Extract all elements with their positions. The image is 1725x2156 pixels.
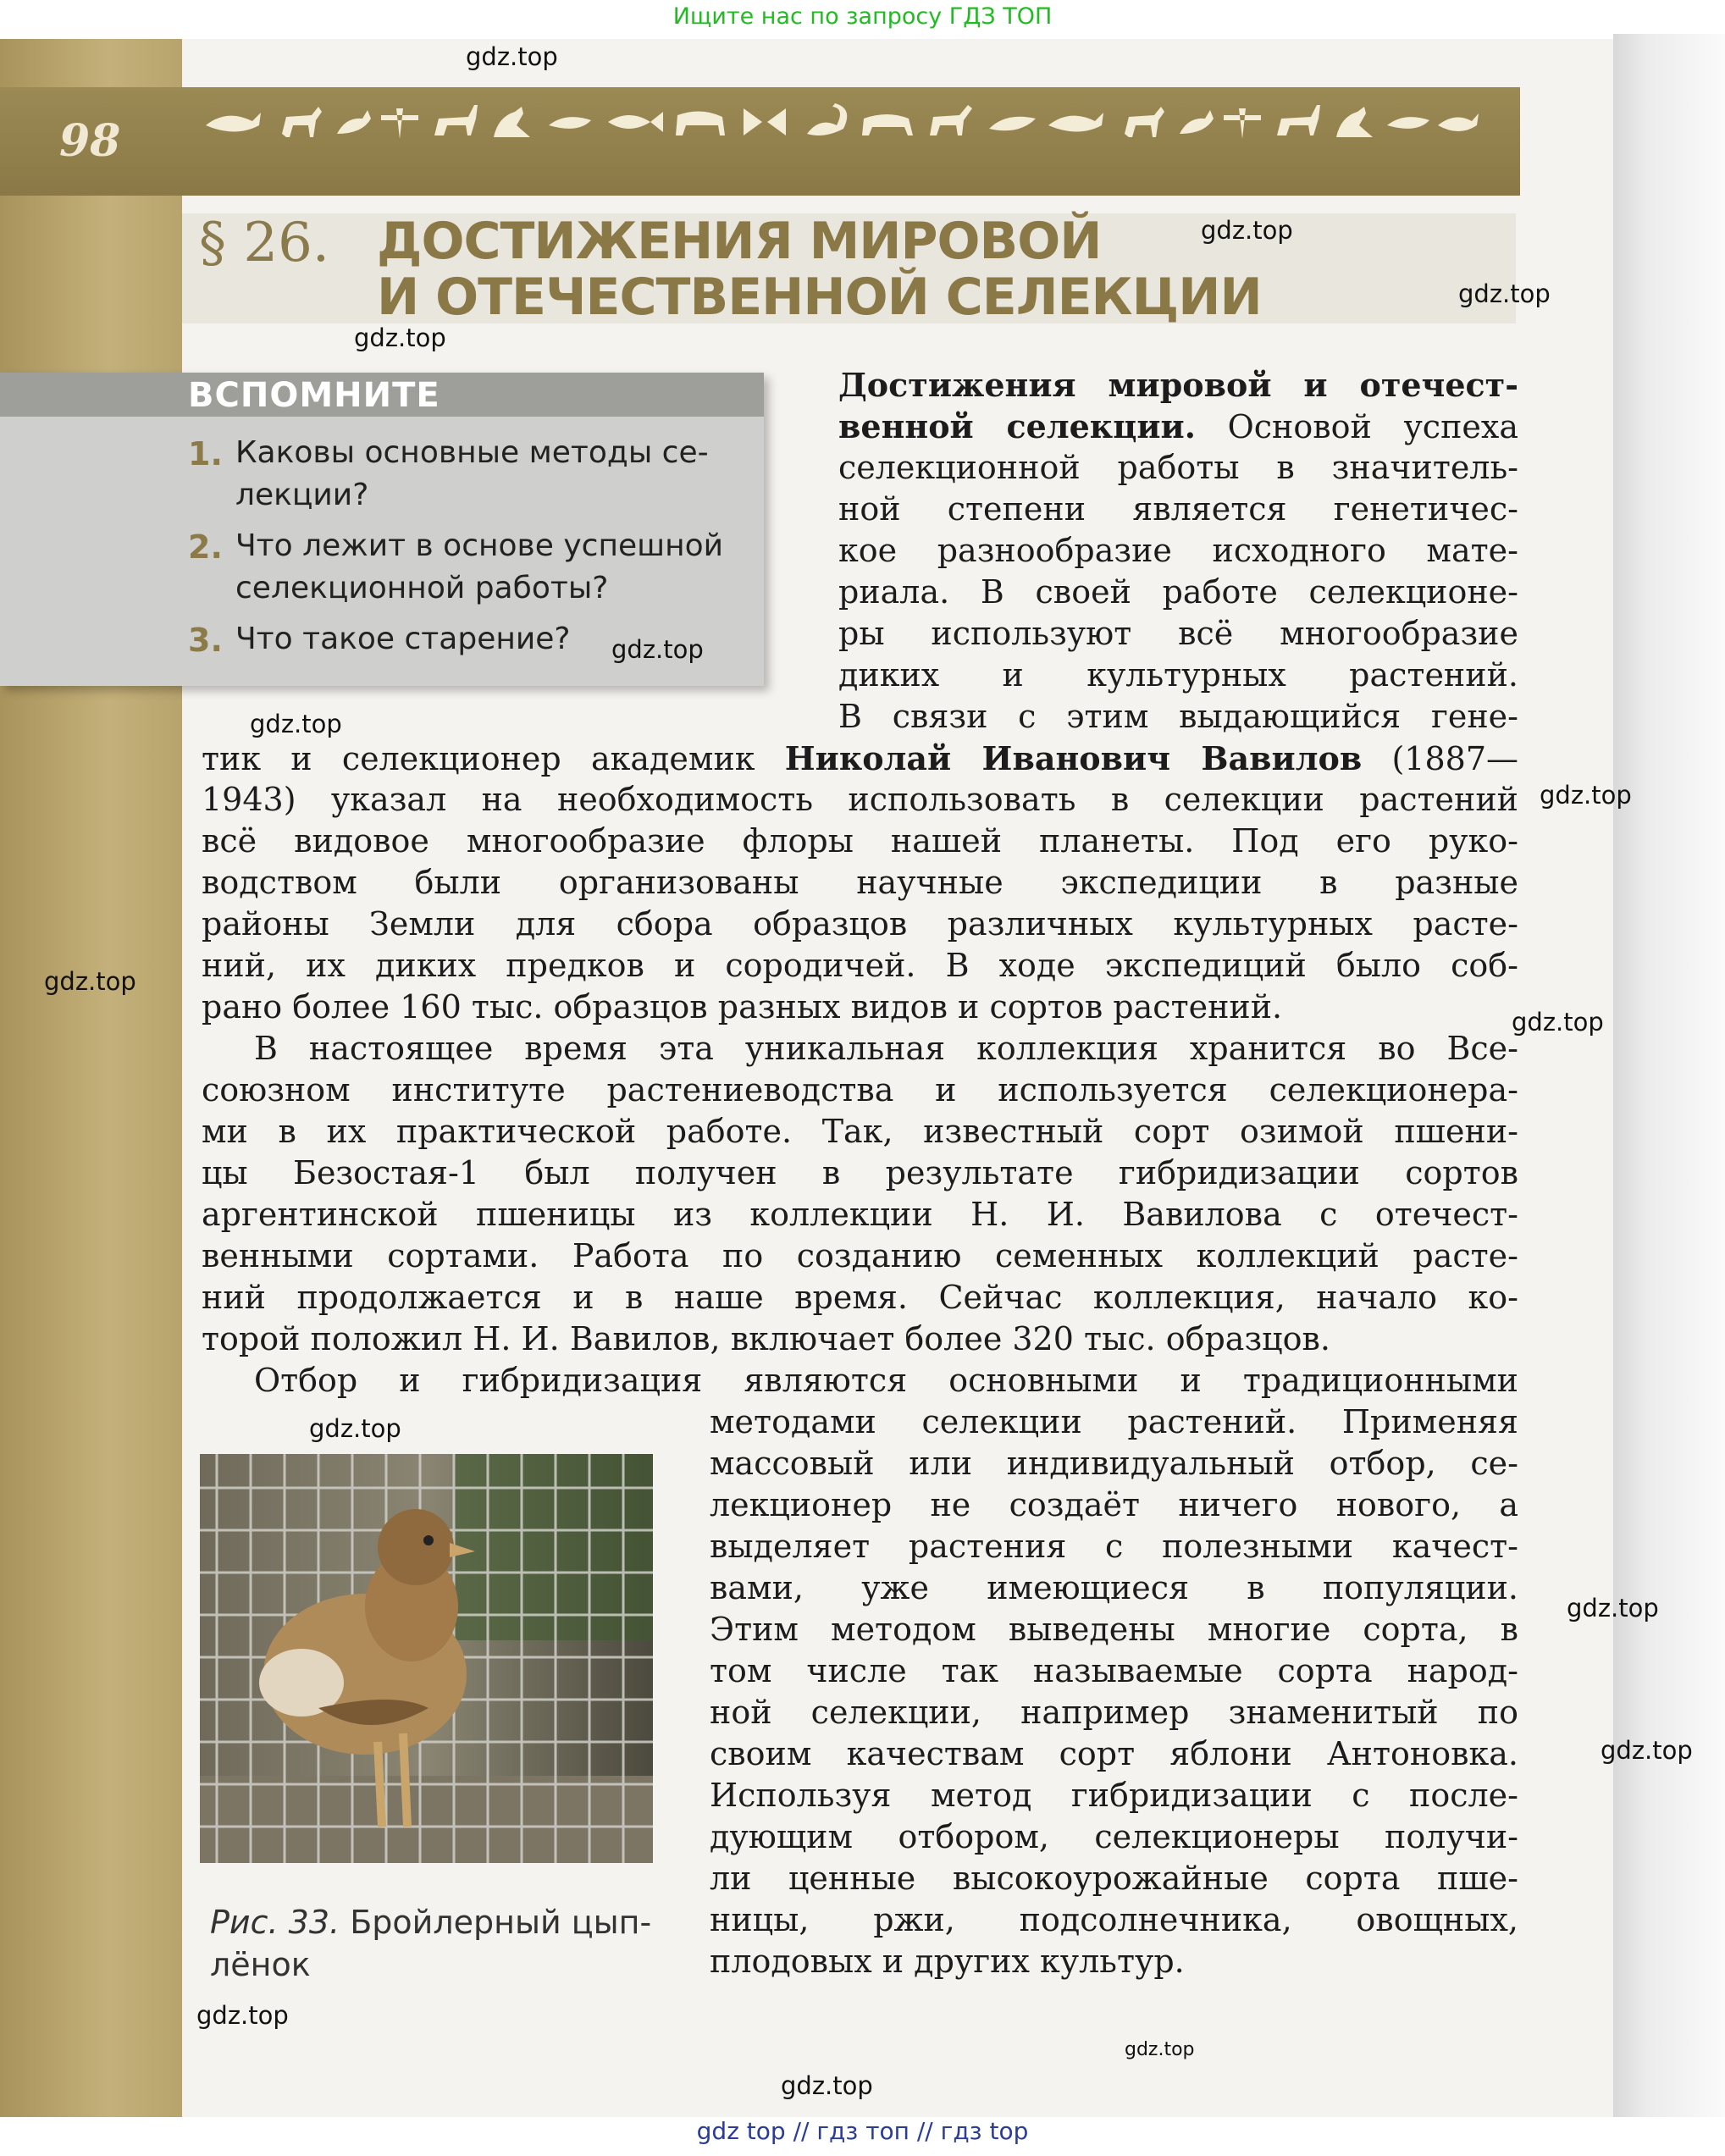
section-number: § 26.	[199, 212, 330, 274]
body-line	[838, 655, 1518, 696]
body-line-text: выделяет растения с полезными качест-	[710, 1528, 1518, 1565]
body-line	[710, 1941, 1518, 1982]
question-number: 3.	[188, 622, 223, 659]
dragonfly-icon	[381, 108, 418, 139]
body-line	[838, 489, 1518, 530]
body-line-text: Этим методом выведены многие сорта, в	[710, 1611, 1518, 1648]
scorpion-icon	[807, 103, 847, 135]
body-line	[838, 406, 1518, 448]
body-line	[202, 821, 1518, 862]
body-line-text: аргентинской пшеницы из коллекции Н. И. Вавилова с отечест-	[202, 1196, 1518, 1233]
body-line-text: ры используют всё многообразие	[838, 615, 1518, 652]
watermark: gdz.top	[196, 2001, 289, 2030]
body-line-text: рано более 160 тыс. образцов разных видов и сортов растений.	[202, 988, 1283, 1025]
scientist-name: Николай Иванович Вавилов	[784, 739, 1363, 777]
page-number: 98	[59, 115, 121, 167]
watermark: gdz.top	[611, 635, 704, 664]
body-line	[202, 904, 1518, 945]
top-search-note[interactable]: Ищите нас по запросу ГДЗ ТОП	[672, 3, 1053, 30]
body-line	[838, 530, 1518, 572]
body-line-text: массовый или индивидуальный отбор, се-	[710, 1445, 1518, 1482]
question-text: Каковы основные методы се- лекции?	[235, 435, 709, 512]
body-line	[202, 862, 1518, 904]
body-line	[710, 1775, 1518, 1816]
body-line-text: вами, уже имеющиеся в популяции.	[710, 1569, 1518, 1606]
question-text: Что такое старение?	[235, 622, 571, 656]
body-line-text: водством были организованы научные экспедиции в разные	[202, 864, 1518, 901]
body-line-text: кое разнообразие исходного мате-	[838, 532, 1518, 569]
body-line	[710, 1484, 1518, 1526]
body-line	[710, 1816, 1518, 1858]
body-line-text: тик и селекционер академик	[202, 740, 785, 777]
body-line	[710, 1567, 1518, 1609]
body-line-text: ной селекции, например знаменитый по	[710, 1694, 1518, 1731]
watermark: gdz.top	[1512, 1008, 1604, 1037]
body-line-text: диких и культурных растений.	[838, 656, 1518, 694]
watermark: gdz.top	[1567, 1594, 1659, 1623]
broiler-chick-photo	[200, 1454, 653, 1863]
watermark: gdz.top	[250, 710, 342, 738]
bison-icon	[676, 111, 725, 135]
body-line-text: ний продолжается и в наше время. Сейчас коллекция, начало ко-	[202, 1279, 1518, 1316]
page-edge-shadow	[1613, 34, 1725, 2117]
body-line-text: В настоящее время эта уникальная коллекция хранится во Все-	[254, 1030, 1518, 1067]
goat2-icon	[1125, 107, 1164, 137]
body-line	[710, 1733, 1518, 1775]
body-line-text: Основой успеха	[1195, 408, 1518, 445]
body-line	[710, 1650, 1518, 1692]
goat-icon	[282, 107, 322, 137]
body-line	[710, 1692, 1518, 1733]
body-line-text: селекционной работы в значитель-	[838, 449, 1518, 486]
body-line-text: торой положил Н. И. Вавилов, включает более 320 тыс. образцов.	[202, 1320, 1330, 1357]
body-line	[202, 1236, 1518, 1277]
body-line-text: ми в их практической работе. Так, известный сорт озимой пшени-	[202, 1113, 1518, 1150]
body-line	[710, 1443, 1518, 1484]
body-line-text: плодовых и других культур.	[710, 1943, 1185, 1980]
body-line-text: методами селекции растений. Применяя	[710, 1403, 1518, 1440]
body-line-text: районы Земли для сбора образцов различных культурных расте-	[202, 905, 1518, 943]
deer-icon	[434, 105, 478, 135]
body-line	[838, 613, 1518, 655]
body-line	[202, 738, 1518, 780]
watermark: gdz.top	[44, 967, 136, 996]
body-line	[202, 1070, 1518, 1111]
body-line	[838, 447, 1518, 489]
watermark: gdz.top	[466, 42, 558, 71]
left-margin-strip	[0, 39, 182, 2117]
body-line-text: том числе так называемые сорта народ-	[710, 1652, 1518, 1689]
section-title	[377, 213, 1478, 325]
body-line	[710, 1526, 1518, 1567]
fish-icon	[608, 112, 663, 132]
body-line	[202, 945, 1518, 987]
watermark: gdz.top	[781, 2071, 873, 2100]
question-number: 1.	[188, 435, 223, 473]
photo-drawing	[200, 1454, 653, 1863]
watermark: gdz.top	[1125, 2039, 1195, 2060]
body-line-text: союзном институте растениеводства и используется селекционера-	[202, 1071, 1518, 1108]
caption-number: Рис. 33.	[210, 1904, 340, 1941]
body-line	[202, 1111, 1518, 1153]
animal-silhouettes-decoration	[202, 100, 1480, 144]
watermark: gdz.top	[1201, 216, 1293, 245]
body-line	[202, 1318, 1518, 1360]
body-line	[202, 1194, 1518, 1236]
body-line-text: венными сортами. Работа по созданию семенных коллекций расте-	[202, 1237, 1518, 1274]
watermark: gdz.top	[1601, 1736, 1693, 1765]
body-line-text: цы Безостая-1 был получен в результате гибридизации сортов	[202, 1154, 1518, 1191]
whale2-icon	[1048, 113, 1103, 132]
body-line	[202, 1277, 1518, 1318]
bold-term: Достижения мировой и отечест-	[838, 366, 1518, 404]
body-line-text: своим качествам сорт яблони Антоновка.	[710, 1735, 1518, 1772]
body-line	[710, 1609, 1518, 1650]
bear-icon	[862, 114, 913, 135]
bird4-icon	[1180, 110, 1214, 134]
remember-title: ВСПОМНИТЕ	[188, 376, 440, 415]
body-line-text: ницы, ржи, подсолнечника, овощных,	[710, 1901, 1518, 1938]
body-line-text: ли ценные высокоурожайные сорта пше-	[710, 1860, 1518, 1897]
body-line	[838, 696, 1518, 738]
bird5-icon	[1387, 117, 1429, 129]
body-line-text: ной степени является генетичес-	[838, 490, 1518, 528]
body-line-text: лекционер не создаёт ничего нового, а	[710, 1486, 1518, 1523]
scientist-years: (1887—	[1362, 740, 1518, 777]
question-number: 2.	[188, 528, 223, 566]
section-title-line2: И ОТЕЧЕСТВЕННОЙ СЕЛЕКЦИИ	[377, 268, 1262, 327]
body-line	[710, 1899, 1518, 1941]
bird3-icon	[989, 117, 1036, 131]
bottom-links-note[interactable]: gdz top // гдз топ // гдз top	[696, 2117, 1029, 2145]
body-line	[838, 572, 1518, 613]
body-line	[202, 987, 1518, 1028]
butterfly-icon	[744, 108, 786, 135]
question-text: Что лежит в основе успешной селекционной работы?	[235, 528, 724, 605]
section-title-line1: ДОСТИЖЕНИЯ МИРОВОЙ	[377, 212, 1102, 271]
bird-icon	[337, 110, 371, 134]
body-line-text: 1943) указал на необходимость использовать в селекции растений	[202, 781, 1518, 818]
body-line-text: ний, их диких предков и сородичей. В ходе экспедиций было соб-	[202, 947, 1518, 984]
bold-term: венной селекции.	[838, 407, 1196, 445]
body-line-text: Отбор и гибридизация являются основными и традиционными	[254, 1362, 1518, 1399]
kangaroo-icon	[494, 107, 530, 137]
kangaroo2-icon	[1336, 107, 1373, 137]
dragonfly2-icon	[1224, 108, 1261, 139]
body-line	[254, 1360, 1518, 1401]
watermark: gdz.top	[1540, 781, 1632, 810]
body-line-text: риала. В своей работе селекционе-	[838, 573, 1518, 611]
body-line-text: В связи с этим выдающийся гене-	[838, 698, 1518, 735]
figure-caption	[210, 1901, 667, 1986]
watermark: gdz.top	[309, 1414, 401, 1443]
whale-icon	[206, 113, 261, 132]
bird2-icon	[549, 117, 591, 129]
body-line	[710, 1858, 1518, 1899]
deer2-icon	[1277, 105, 1320, 135]
body-line	[254, 1028, 1518, 1070]
body-line	[202, 1153, 1518, 1194]
horse-icon	[930, 105, 972, 135]
body-line-text: Используя метод гибридизации с после-	[710, 1777, 1518, 1814]
whale3-icon	[1438, 113, 1479, 131]
body-line-text: всё видовое многообразие флоры нашей планеты. Под его руко-	[202, 822, 1518, 860]
body-line	[202, 779, 1518, 821]
watermark: gdz.top	[354, 323, 446, 352]
caption-text: Бройлерный цып- лёнок	[210, 1904, 652, 1983]
watermark: gdz.top	[1458, 279, 1551, 308]
body-line	[710, 1401, 1518, 1443]
body-line-text: дующим отбором, селекционеры получи-	[710, 1818, 1518, 1855]
body-line	[838, 364, 1518, 406]
